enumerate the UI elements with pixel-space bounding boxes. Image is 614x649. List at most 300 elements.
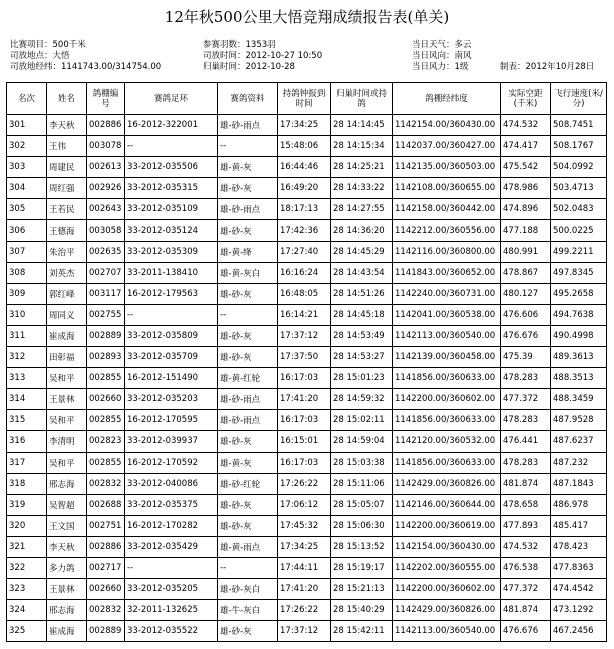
col-header-ring: 赛鸽足环 (125, 83, 218, 115)
cell-ring: 16-2012-151490 (125, 368, 218, 389)
cell-return-time: 28 14:59:32 (331, 389, 393, 410)
cell-clock-time: 15:48:06 (278, 136, 331, 157)
table-row (7, 557, 607, 578)
table-body (7, 115, 607, 642)
col-header-distance: 实际空距(千米) (501, 83, 551, 115)
cell-speed: 502.0483 (551, 199, 607, 220)
cell-ring: 33-2012-035809 (125, 325, 218, 346)
table-row (7, 199, 607, 220)
cell-return-time: 28 15:42:11 (331, 621, 393, 642)
cell-name: 吴和平 (47, 452, 87, 473)
cell-rank: 305 (7, 199, 47, 220)
cell-coords: 1141856.00/360633.00 (393, 368, 501, 389)
cell-clock-time: 18:17:13 (278, 199, 331, 220)
col-header-name: 姓名 (47, 83, 87, 115)
cell-rank: 311 (7, 325, 47, 346)
cell-bird-info: -- (218, 304, 278, 325)
cell-name: 周红强 (47, 178, 87, 199)
cell-speed: 474.4542 (551, 579, 607, 600)
cell-bird-info: 雄-黄-绛 (218, 241, 278, 262)
cell-return-time: 28 15:11:06 (331, 473, 393, 494)
cell-bird-info: 雄-砂-灰 (218, 325, 278, 346)
table-row (7, 220, 607, 241)
cell-clock-time: 16:17:03 (278, 452, 331, 473)
cell-distance: 477.893 (501, 515, 551, 536)
cell-coords: 1142146.00/360644.00 (393, 494, 501, 515)
cell-coords: 1142202.00/360555.00 (393, 557, 501, 578)
cell-bird-info: 雄-黄-红轮 (218, 368, 278, 389)
col-header-speed: 飞行速度(米/分) (551, 83, 607, 115)
cell-speed: 473.1292 (551, 600, 607, 621)
table-row (7, 115, 607, 136)
cell-bird-info: 雄-砂-灰 (218, 220, 278, 241)
cell-loft-id: 002855 (87, 410, 125, 431)
col-header-clock-time: 持鸽钟报到时间 (278, 83, 331, 115)
cell-clock-time: 17:44:11 (278, 557, 331, 578)
cell-loft-id: 002889 (87, 621, 125, 642)
cell-ring: 16-2012-170595 (125, 410, 218, 431)
cell-name: 郭红峰 (47, 283, 87, 304)
cell-rank: 316 (7, 431, 47, 452)
cell-distance: 474.896 (501, 199, 551, 220)
cell-speed: 495.2658 (551, 283, 607, 304)
cell-name: 周同义 (47, 304, 87, 325)
table-row (7, 579, 607, 600)
cell-distance: 477.372 (501, 579, 551, 600)
cell-speed: 499.2211 (551, 241, 607, 262)
cell-clock-time: 17:45:32 (278, 515, 331, 536)
cell-clock-time: 17:27:40 (278, 241, 331, 262)
cell-return-time: 28 15:21:13 (331, 579, 393, 600)
cell-distance: 474.532 (501, 115, 551, 136)
cell-speed: 486.978 (551, 494, 607, 515)
cell-distance: 477.372 (501, 389, 551, 410)
cell-coords: 1142200.00/360602.00 (393, 579, 501, 600)
cell-bird-info: 雄-砂-灰 (218, 283, 278, 304)
cell-distance: 476.606 (501, 304, 551, 325)
table-row (7, 157, 607, 178)
cell-return-time: 28 14:45:29 (331, 241, 393, 262)
table-row (7, 600, 607, 621)
cell-loft-id: 002855 (87, 368, 125, 389)
cell-name: 邢志海 (47, 473, 87, 494)
cell-distance: 481.874 (501, 600, 551, 621)
cell-bird-info: 雄-黄-雨点 (218, 536, 278, 557)
col-header-return-time: 归巢时间或持鸽 (331, 83, 393, 115)
cell-bird-info: 雄-黄-灰白 (218, 262, 278, 283)
cell-clock-time: 17:06:12 (278, 494, 331, 515)
cell-clock-time: 17:41:20 (278, 579, 331, 600)
cell-speed: 500.0225 (551, 220, 607, 241)
cell-return-time: 28 15:40:29 (331, 600, 393, 621)
report-title: 12年秋500公里大悟竞翔成绩报告表(单关) (164, 8, 450, 26)
cell-return-time: 28 14:53:27 (331, 347, 393, 368)
cell-loft-id: 003078 (87, 136, 125, 157)
cell-loft-id: 002926 (87, 178, 125, 199)
cell-bird-info: 雄-砂-灰 (218, 515, 278, 536)
col-header-coords: 鸽棚经纬度 (393, 83, 501, 115)
cell-speed: 488.3513 (551, 368, 607, 389)
cell-distance: 477.188 (501, 220, 551, 241)
cell-ring: 33-2012-035522 (125, 621, 218, 642)
cell-rank: 314 (7, 389, 47, 410)
cell-rank: 303 (7, 157, 47, 178)
cell-speed: 490.4998 (551, 325, 607, 346)
cell-clock-time: 17:26:22 (278, 473, 331, 494)
table-row (7, 515, 607, 536)
cell-name: 吴和平 (47, 410, 87, 431)
cell-name: 周建民 (47, 157, 87, 178)
table-row (7, 304, 607, 325)
cell-return-time: 28 14:43:54 (331, 262, 393, 283)
cell-speed: 478.423 (551, 536, 607, 557)
cell-loft-id: 002635 (87, 241, 125, 262)
cell-coords: 1142158.00/360442.00 (393, 199, 501, 220)
cell-coords: 1142113.00/360540.00 (393, 325, 501, 346)
cell-name: 邢志海 (47, 600, 87, 621)
table-row (7, 621, 607, 642)
cell-loft-id: 002889 (87, 325, 125, 346)
cell-distance: 476.441 (501, 431, 551, 452)
cell-return-time: 28 14:53:49 (331, 325, 393, 346)
cell-name: 多力鸽 (47, 557, 87, 578)
cell-bird-info: 雄-砂-红轮 (218, 473, 278, 494)
cell-ring: 33-2012-039937 (125, 431, 218, 452)
cell-name: 王若民 (47, 199, 87, 220)
cell-loft-id: 002893 (87, 347, 125, 368)
cell-loft-id: 002643 (87, 199, 125, 220)
cell-clock-time: 17:41:20 (278, 389, 331, 410)
cell-clock-time: 17:34:25 (278, 536, 331, 557)
cell-name: 吴和平 (47, 368, 87, 389)
cell-speed: 477.8363 (551, 557, 607, 578)
cell-name: 李天秋 (47, 536, 87, 557)
cell-clock-time: 16:44:46 (278, 157, 331, 178)
table-header-row (7, 83, 607, 115)
cell-ring: 33-2012-035506 (125, 157, 218, 178)
cell-clock-time: 17:37:50 (278, 347, 331, 368)
cell-loft-id: 002832 (87, 600, 125, 621)
cell-ring: -- (125, 557, 218, 578)
cell-rank: 325 (7, 621, 47, 642)
cell-loft-id: 002660 (87, 389, 125, 410)
cell-speed: 487.6237 (551, 431, 607, 452)
cell-bird-info: 雄-砂-灰 (218, 621, 278, 642)
cell-coords: 1142108.00/360655.00 (393, 178, 501, 199)
cell-speed: 508.1767 (551, 136, 607, 157)
cell-name: 刘英杰 (47, 262, 87, 283)
cell-rank: 320 (7, 515, 47, 536)
cell-rank: 317 (7, 452, 47, 473)
cell-coords: 1142116.00/360800.00 (393, 241, 501, 262)
cell-bird-info: 雄-砂-雨点 (218, 389, 278, 410)
cell-coords: 1142037.00/360427.00 (393, 136, 501, 157)
cell-return-time: 28 15:01:23 (331, 368, 393, 389)
cell-rank: 301 (7, 115, 47, 136)
cell-bird-info: 雄-黄-灰 (218, 157, 278, 178)
cell-distance: 480.991 (501, 241, 551, 262)
cell-ring: -- (125, 304, 218, 325)
cell-rank: 323 (7, 579, 47, 600)
info-wind-force: 当日风力：1级 (412, 62, 469, 72)
cell-rank: 322 (7, 557, 47, 578)
table-row (7, 283, 607, 304)
cell-speed: 503.4713 (551, 178, 607, 199)
cell-ring: 33-2012-040086 (125, 473, 218, 494)
cell-loft-id: 003058 (87, 220, 125, 241)
cell-return-time: 28 15:02:11 (331, 410, 393, 431)
cell-clock-time: 16:48:05 (278, 283, 331, 304)
cell-distance: 474.417 (501, 136, 551, 157)
col-header-rank: 名次 (7, 83, 47, 115)
cell-clock-time: 17:37:12 (278, 621, 331, 642)
cell-name: 王伟 (47, 136, 87, 157)
cell-return-time: 28 14:45:18 (331, 304, 393, 325)
table-row (7, 452, 607, 473)
cell-ring: 33-2012-035124 (125, 220, 218, 241)
cell-speed: 487.232 (551, 452, 607, 473)
cell-return-time: 28 15:19:17 (331, 557, 393, 578)
cell-clock-time: 17:42:36 (278, 220, 331, 241)
cell-loft-id: 002613 (87, 157, 125, 178)
cell-coords: 1142041.00/360538.00 (393, 304, 501, 325)
cell-ring: 33-2012-035429 (125, 536, 218, 557)
print-date: 制表：2012年10月28日 (500, 62, 595, 72)
cell-rank: 302 (7, 136, 47, 157)
cell-rank: 307 (7, 241, 47, 262)
cell-coords: 1142154.00/360430.00 (393, 115, 501, 136)
table-row (7, 431, 607, 452)
cell-speed: 487.9528 (551, 410, 607, 431)
cell-loft-id: 002886 (87, 115, 125, 136)
cell-bird-info: 雄-砂-灰 (218, 178, 278, 199)
cell-bird-info: 雄-砂-雨点 (218, 410, 278, 431)
cell-distance: 476.676 (501, 325, 551, 346)
cell-ring: 33-2012-035375 (125, 494, 218, 515)
table-row (7, 473, 607, 494)
cell-return-time: 28 15:06:30 (331, 515, 393, 536)
info-weather: 当日天气：多云 (412, 40, 472, 50)
info-block-right (412, 40, 472, 73)
cell-clock-time: 17:37:12 (278, 325, 331, 346)
cell-loft-id: 002832 (87, 473, 125, 494)
cell-bird-info: 雄-牛-灰白 (218, 600, 278, 621)
cell-ring: 33-2012-035205 (125, 579, 218, 600)
cell-ring: 33-2012-035315 (125, 178, 218, 199)
cell-coords: 1142212.00/360556.00 (393, 220, 501, 241)
cell-distance: 474.532 (501, 536, 551, 557)
cell-distance: 476.676 (501, 621, 551, 642)
cell-coords: 1142139.00/360458.00 (393, 347, 501, 368)
cell-coords: 1142429.00/360826.00 (393, 600, 501, 621)
info-wind-direction: 当日风向：南风 (412, 51, 472, 61)
cell-rank: 321 (7, 536, 47, 557)
cell-clock-time: 16:49:20 (278, 178, 331, 199)
cell-coords: 1142200.00/360619.00 (393, 515, 501, 536)
cell-ring: 16-2012-170282 (125, 515, 218, 536)
cell-speed: 497.8345 (551, 262, 607, 283)
cell-loft-id: 003117 (87, 283, 125, 304)
cell-speed: 494.7638 (551, 304, 607, 325)
cell-ring: 33-2012-035109 (125, 199, 218, 220)
cell-clock-time: 16:14:21 (278, 304, 331, 325)
cell-rank: 309 (7, 283, 47, 304)
cell-rank: 310 (7, 304, 47, 325)
info-release-time: 司放时间：2012-10-27 10:50 (203, 51, 323, 61)
cell-ring: 33-2011-138410 (125, 262, 218, 283)
col-header-bird-info: 赛鸽资料 (218, 83, 278, 115)
info-release-coords: 司放地经纬：1141743.00/314754.00 (10, 62, 162, 72)
cell-rank: 319 (7, 494, 47, 515)
cell-rank: 312 (7, 347, 47, 368)
table-row (7, 389, 607, 410)
cell-ring: 33-2012-035709 (125, 347, 218, 368)
cell-name: 田彰福 (47, 347, 87, 368)
cell-distance: 478.658 (501, 494, 551, 515)
cell-distance: 478.986 (501, 178, 551, 199)
cell-name: 王景林 (47, 579, 87, 600)
cell-coords: 1142135.00/360503.00 (393, 157, 501, 178)
cell-speed: 508.7451 (551, 115, 607, 136)
cell-coords: 1141856.00/360633.00 (393, 452, 501, 473)
cell-rank: 308 (7, 262, 47, 283)
cell-speed: 504.0992 (551, 157, 607, 178)
table-row (7, 178, 607, 199)
cell-loft-id: 002886 (87, 536, 125, 557)
cell-coords: 1141856.00/360633.00 (393, 410, 501, 431)
info-entries: 参赛羽数：1353羽 (203, 40, 276, 50)
cell-speed: 467.2456 (551, 621, 607, 642)
cell-distance: 475.39 (501, 347, 551, 368)
cell-loft-id: 002855 (87, 452, 125, 473)
cell-clock-time: 17:34:25 (278, 115, 331, 136)
cell-ring: 32-2011-132625 (125, 600, 218, 621)
cell-return-time: 28 15:13:52 (331, 536, 393, 557)
cell-coords: 1142120.00/360532.00 (393, 431, 501, 452)
cell-distance: 478.283 (501, 452, 551, 473)
cell-distance: 480.127 (501, 283, 551, 304)
cell-ring: -- (125, 136, 218, 157)
cell-loft-id: 002688 (87, 494, 125, 515)
cell-bird-info: 雄-黄-灰 (218, 452, 278, 473)
table-row (7, 347, 607, 368)
cell-loft-id: 002707 (87, 262, 125, 283)
cell-bird-info: -- (218, 557, 278, 578)
cell-return-time: 28 15:05:07 (331, 494, 393, 515)
info-return-time: 归巢时间：2012-10-28 (203, 62, 295, 72)
results-table (6, 82, 607, 642)
cell-return-time: 28 14:36:20 (331, 220, 393, 241)
cell-bird-info: -- (218, 136, 278, 157)
cell-rank: 324 (7, 600, 47, 621)
cell-bird-info: 雄-砂-灰 (218, 431, 278, 452)
cell-speed: 488.3459 (551, 389, 607, 410)
cell-clock-time: 16:17:03 (278, 368, 331, 389)
cell-rank: 304 (7, 178, 47, 199)
cell-loft-id: 002660 (87, 579, 125, 600)
cell-name: 崔成海 (47, 325, 87, 346)
cell-return-time: 28 15:03:38 (331, 452, 393, 473)
cell-loft-id: 002717 (87, 557, 125, 578)
cell-clock-time: 16:15:01 (278, 431, 331, 452)
table-row (7, 325, 607, 346)
cell-distance: 478.867 (501, 262, 551, 283)
cell-rank: 315 (7, 410, 47, 431)
cell-return-time: 28 14:59:04 (331, 431, 393, 452)
cell-rank: 313 (7, 368, 47, 389)
cell-ring: 16-2012-179563 (125, 283, 218, 304)
info-block-mid (203, 40, 322, 73)
table-row (7, 494, 607, 515)
cell-name: 李天秋 (47, 115, 87, 136)
cell-return-time: 28 14:27:55 (331, 199, 393, 220)
cell-rank: 318 (7, 473, 47, 494)
cell-clock-time: 17:26:22 (278, 600, 331, 621)
cell-distance: 478.283 (501, 410, 551, 431)
cell-clock-time: 16:16:24 (278, 262, 331, 283)
table-row (7, 368, 607, 389)
cell-coords: 1141843.00/360652.00 (393, 262, 501, 283)
table-row (7, 536, 607, 557)
cell-ring: 33-2012-035309 (125, 241, 218, 262)
cell-speed: 485.417 (551, 515, 607, 536)
cell-return-time: 28 14:14:45 (331, 115, 393, 136)
cell-speed: 489.3613 (551, 347, 607, 368)
cell-name: 吴智超 (47, 494, 87, 515)
cell-name: 李清明 (47, 431, 87, 452)
cell-distance: 478.283 (501, 368, 551, 389)
table-row (7, 136, 607, 157)
cell-coords: 1142154.00/360430.00 (393, 536, 501, 557)
cell-rank: 306 (7, 220, 47, 241)
cell-bird-info: 雄-砂-雨点 (218, 199, 278, 220)
info-block-left (10, 40, 161, 73)
cell-return-time: 28 14:33:22 (331, 178, 393, 199)
cell-loft-id: 002755 (87, 304, 125, 325)
cell-coords: 1142240.00/360731.00 (393, 283, 501, 304)
cell-name: 王文国 (47, 515, 87, 536)
table-row (7, 410, 607, 431)
cell-speed: 487.1843 (551, 473, 607, 494)
cell-return-time: 28 14:25:21 (331, 157, 393, 178)
cell-return-time: 28 14:15:34 (331, 136, 393, 157)
cell-bird-info: 雄-砂-雨点 (218, 115, 278, 136)
cell-loft-id: 002823 (87, 431, 125, 452)
cell-bird-info: 雄-砂-灰 (218, 347, 278, 368)
col-header-loft-id: 鸽棚编号 (87, 83, 125, 115)
cell-ring: 16-2012-322001 (125, 115, 218, 136)
cell-loft-id: 002751 (87, 515, 125, 536)
cell-bird-info: 雄-砂-灰白 (218, 579, 278, 600)
cell-name: 崔成海 (47, 621, 87, 642)
info-race-item: 比赛项目：500千米 (10, 40, 86, 50)
table-row (7, 241, 607, 262)
cell-distance: 476.538 (501, 557, 551, 578)
cell-return-time: 28 14:51:26 (331, 283, 393, 304)
cell-ring: 16-2012-170592 (125, 452, 218, 473)
cell-name: 朱治平 (47, 241, 87, 262)
cell-bird-info: 雄-砂-灰 (218, 494, 278, 515)
cell-distance: 475.542 (501, 157, 551, 178)
cell-coords: 1142113.00/360540.00 (393, 621, 501, 642)
cell-clock-time: 16:17:03 (278, 410, 331, 431)
cell-distance: 481.874 (501, 473, 551, 494)
table-row (7, 262, 607, 283)
cell-coords: 1142200.00/360602.00 (393, 389, 501, 410)
cell-ring: 33-2012-035203 (125, 389, 218, 410)
info-release-place: 司放地点：大悟 (10, 51, 70, 61)
cell-name: 王景林 (47, 389, 87, 410)
